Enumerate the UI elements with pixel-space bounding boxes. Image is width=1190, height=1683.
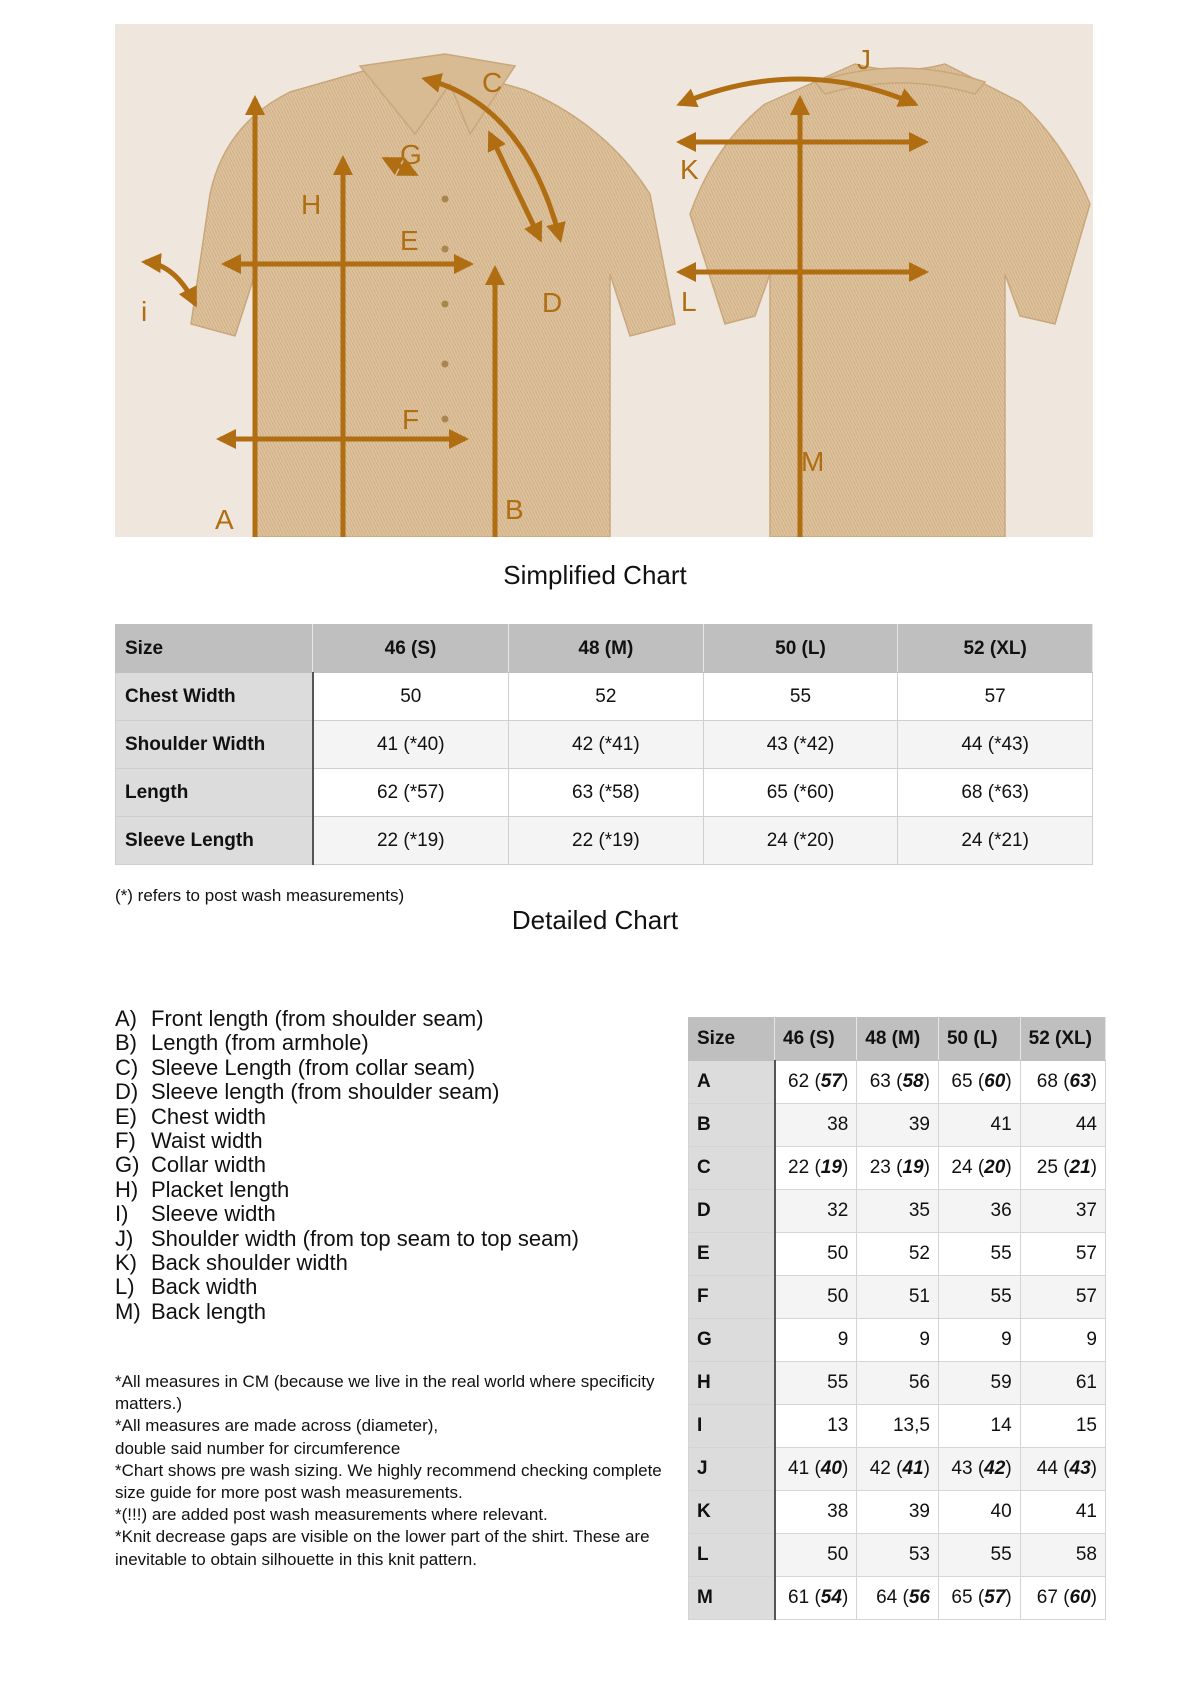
closing-paren: ): [1005, 1458, 1012, 1479]
note-line: *All measures are made across (diameter),: [115, 1416, 439, 1436]
row-label: F: [689, 1276, 775, 1319]
label-j: J: [857, 44, 871, 75]
closing-paren: ): [1005, 1157, 1012, 1178]
header-cell: 48 (M): [509, 625, 704, 673]
table-cell: [775, 1233, 857, 1276]
pre-wash-value: 13: [827, 1415, 849, 1436]
table-cell: [1020, 1405, 1105, 1448]
table-cell: 42 (*41): [509, 721, 704, 769]
label-c: C: [482, 67, 503, 98]
row-label: K: [689, 1491, 775, 1534]
table-cell: 61 (54): [775, 1577, 857, 1620]
table-cell: [775, 1104, 857, 1147]
label-g: G: [400, 139, 422, 170]
table-cell: [1020, 1190, 1105, 1233]
table-cell: 22 (19): [775, 1147, 857, 1190]
table-row: [689, 1405, 1106, 1448]
table-cell: [1020, 1319, 1105, 1362]
pre-wash-value: 61: [788, 1587, 810, 1608]
table-cell: [938, 1319, 1020, 1362]
table-row: [116, 817, 1093, 865]
legend-item: [115, 1105, 579, 1129]
table-cell: 67 (60): [1020, 1577, 1105, 1620]
pre-wash-value: 36: [990, 1200, 1012, 1221]
pre-wash-value: 56: [908, 1372, 930, 1393]
table-cell: [938, 1190, 1020, 1233]
pre-wash-value: 53: [908, 1544, 930, 1565]
pre-wash-value: 50: [827, 1243, 849, 1264]
table-cell: [938, 1405, 1020, 1448]
pre-wash-value: 51: [908, 1286, 930, 1307]
table-row: [116, 769, 1093, 817]
post-wash-value: 19: [820, 1157, 842, 1178]
legend-item: [115, 1129, 579, 1153]
pre-wash-value: 61: [1075, 1372, 1097, 1393]
legend-item: [115, 1178, 579, 1202]
closing-paren: ): [1005, 1071, 1012, 1092]
post-wash-value: 20: [984, 1157, 1006, 1178]
row-label: Sleeve Length: [116, 817, 313, 865]
legend-text: Back length: [151, 1298, 266, 1324]
row-label: A: [689, 1061, 775, 1104]
legend-text: Shoulder width (from top seam to top seam): [151, 1225, 579, 1251]
pre-wash-value: 38: [827, 1501, 849, 1522]
label-f: F: [402, 404, 420, 435]
legend-item: [115, 1251, 579, 1275]
closing-paren: ): [1090, 1071, 1097, 1092]
table-cell: 68 (*63): [898, 769, 1093, 817]
pre-wash-value: 9: [837, 1329, 849, 1350]
legend-text: Back width: [151, 1274, 258, 1300]
pre-wash-value: 41: [1075, 1501, 1097, 1522]
table-cell: [938, 1534, 1020, 1577]
header-cell: 48 (M): [857, 1018, 939, 1061]
pre-wash-value: 58: [1075, 1544, 1097, 1565]
legend-key: I): [115, 1201, 129, 1227]
post-wash-value: 56: [908, 1587, 930, 1608]
table-cell: 50: [313, 673, 509, 721]
table-cell: 22 (*19): [313, 817, 509, 865]
detailed-table-body: [689, 1061, 1106, 1620]
table-cell: 65 (57): [938, 1577, 1020, 1620]
table-cell: 63 (58): [857, 1061, 939, 1104]
post-wash-value: 40: [820, 1458, 842, 1479]
pre-wash-value: 55: [990, 1286, 1012, 1307]
closing-paren: ): [841, 1071, 849, 1092]
table-cell: 64 (56: [857, 1577, 939, 1620]
table-cell: [857, 1319, 939, 1362]
table-cell: [938, 1276, 1020, 1319]
table-cell: 62 (*57): [313, 769, 509, 817]
pre-wash-value: 9: [919, 1329, 930, 1350]
pre-wash-value: 40: [990, 1501, 1012, 1522]
post-wash-value: 60: [984, 1071, 1006, 1092]
pre-wash-value: 68: [1036, 1071, 1058, 1092]
pre-wash-value: 35: [908, 1200, 930, 1221]
table-cell: 23 (19): [857, 1147, 939, 1190]
legend-text: Sleeve width: [151, 1201, 276, 1227]
row-label: D: [689, 1190, 775, 1233]
header-cell: 50 (L): [703, 625, 898, 673]
legend-key: E): [115, 1103, 137, 1129]
row-label: G: [689, 1319, 775, 1362]
pre-wash-value: 55: [827, 1372, 849, 1393]
note-line: double said number for circumference: [115, 1438, 401, 1458]
table-cell: [1020, 1491, 1105, 1534]
table-cell: [938, 1104, 1020, 1147]
table-cell: 68 (63): [1020, 1061, 1105, 1104]
legend-key: G): [115, 1152, 140, 1178]
closing-paren: ): [841, 1157, 849, 1178]
header-cell: 46 (S): [775, 1018, 857, 1061]
shirt-measurement-figure: [115, 24, 1093, 537]
table-cell: [775, 1319, 857, 1362]
legend-item: [115, 1007, 579, 1031]
label-b: B: [505, 494, 524, 525]
pre-wash-value: 44: [1075, 1114, 1097, 1135]
table-cell: 24 (20): [938, 1147, 1020, 1190]
post-wash-value: 41: [902, 1458, 924, 1479]
table-cell: [857, 1276, 939, 1319]
table-cell: 65 (*60): [703, 769, 898, 817]
row-label: C: [689, 1147, 775, 1190]
post-wash-value: 57: [820, 1071, 842, 1092]
back-shirt: [690, 64, 1090, 537]
legend-item: [115, 1056, 579, 1080]
legend-item: [115, 1080, 579, 1104]
table-row: [689, 1233, 1106, 1276]
closing-paren: ): [1090, 1587, 1097, 1608]
note-line: *Knit decrease gaps are visible on the lower part of the shirt. These are inevitable to obtain silhouette in this knit pattern.: [115, 1527, 650, 1569]
table-row: [116, 673, 1093, 721]
pre-wash-value: 65: [951, 1587, 973, 1608]
pre-wash-value: 22: [788, 1157, 810, 1178]
table-cell: 65 (60): [938, 1061, 1020, 1104]
header-cell: 52 (XL): [1020, 1018, 1105, 1061]
label-i: i: [141, 296, 148, 327]
table-cell: 22 (*19): [509, 817, 704, 865]
legend-text: Collar width: [151, 1152, 266, 1178]
table-cell: 43 (42): [938, 1448, 1020, 1491]
table-row: [689, 1577, 1106, 1620]
legend-key: C): [115, 1054, 139, 1080]
table-row: [689, 1190, 1106, 1233]
table-cell: 24 (*21): [898, 817, 1093, 865]
table-cell: [857, 1190, 939, 1233]
table-cell: 44 (43): [1020, 1448, 1105, 1491]
table-cell: [857, 1362, 939, 1405]
table-row: [689, 1491, 1106, 1534]
legend-key: L): [115, 1274, 135, 1300]
post-wash-value: 21: [1069, 1157, 1091, 1178]
closing-paren: ): [923, 1157, 930, 1178]
pre-wash-value: 63: [869, 1071, 891, 1092]
label-h: H: [301, 189, 322, 220]
table-cell: [857, 1405, 939, 1448]
table-cell: [775, 1405, 857, 1448]
post-wash-value: 63: [1069, 1071, 1091, 1092]
legend-text: Placket length: [151, 1176, 290, 1202]
legend-key: K): [115, 1250, 137, 1276]
row-label: I: [689, 1405, 775, 1448]
table-cell: [938, 1362, 1020, 1405]
pre-wash-value: 50: [827, 1544, 849, 1565]
pre-wash-value: 25: [1036, 1157, 1058, 1178]
table-cell: [775, 1190, 857, 1233]
pre-wash-value: 39: [908, 1501, 930, 1522]
pre-wash-value: 44: [1036, 1458, 1058, 1479]
closing-paren: ): [1005, 1587, 1012, 1608]
table-header-row: [689, 1018, 1106, 1061]
pre-wash-value: 43: [951, 1458, 973, 1479]
label-d: D: [542, 287, 563, 318]
post-wash-value: 60: [1069, 1587, 1091, 1608]
note-line: *(!!!) are added post wash measurements where relevant.: [115, 1505, 548, 1525]
table-cell: [938, 1491, 1020, 1534]
closing-paren: ): [841, 1587, 849, 1608]
simplified-size-table: [115, 624, 1093, 865]
table-cell: 41 (*40): [313, 721, 509, 769]
table-header-row: [116, 625, 1093, 673]
header-cell: 46 (S): [313, 625, 509, 673]
table-cell: 25 (21): [1020, 1147, 1105, 1190]
table-cell: [1020, 1276, 1105, 1319]
legend-text: Front length (from shoulder seam): [151, 1006, 484, 1031]
table-cell: [775, 1491, 857, 1534]
legend-item: [115, 1300, 579, 1324]
table-cell: [775, 1276, 857, 1319]
legend-key: H): [115, 1176, 139, 1202]
row-label: E: [689, 1233, 775, 1276]
header-cell: Size: [689, 1018, 775, 1061]
table-row: [689, 1276, 1106, 1319]
row-label: B: [689, 1104, 775, 1147]
legend-key: B): [115, 1030, 137, 1056]
post-wash-value: 19: [902, 1157, 924, 1178]
closing-paren: ): [923, 1071, 930, 1092]
row-label: Length: [116, 769, 313, 817]
note-line: *All measures in CM (because we live in the real world where specificity matters.): [115, 1372, 655, 1414]
detailed-chart-title: Detailed Chart: [511, 905, 679, 935]
pre-wash-value: 14: [990, 1415, 1012, 1436]
table-cell: [857, 1233, 939, 1276]
table-cell: [857, 1534, 939, 1577]
measurement-diagram: [115, 24, 1093, 537]
row-label: Shoulder Width: [116, 721, 313, 769]
table-row: [689, 1362, 1106, 1405]
table-row: [689, 1534, 1106, 1577]
legend-key: D): [115, 1079, 139, 1105]
post-wash-value: 54: [820, 1587, 842, 1608]
legend-text: Sleeve length (from shoulder seam): [151, 1079, 500, 1105]
pre-wash-value: 64: [876, 1587, 898, 1608]
table-row: [689, 1104, 1106, 1147]
table-cell: 52: [509, 673, 704, 721]
legend-key: J): [115, 1225, 134, 1251]
label-e: E: [400, 225, 419, 256]
table-row: [116, 721, 1093, 769]
table-cell: 44 (*43): [898, 721, 1093, 769]
table-cell: [1020, 1534, 1105, 1577]
table-row: [689, 1061, 1106, 1104]
pre-wash-value: 57: [1075, 1286, 1097, 1307]
row-label: J: [689, 1448, 775, 1491]
pre-wash-value: 41: [788, 1458, 810, 1479]
row-label: H: [689, 1362, 775, 1405]
simplified-chart-title: Simplified Chart: [503, 560, 687, 590]
table-row: [689, 1319, 1106, 1362]
pre-wash-value: 15: [1075, 1415, 1097, 1436]
pre-wash-value: 67: [1036, 1587, 1058, 1608]
post-wash-footnote: (*) refers to post wash measurements): [115, 886, 405, 905]
closing-paren: ): [923, 1458, 930, 1479]
post-wash-value: 43: [1069, 1458, 1091, 1479]
table-cell: 63 (*58): [509, 769, 704, 817]
note-line: *Chart shows pre wash sizing. We highly recommend checking complete size guide for more post wash measurements.: [115, 1460, 662, 1503]
pre-wash-value: 52: [908, 1243, 930, 1264]
table-row: [689, 1448, 1106, 1491]
row-label: L: [689, 1534, 775, 1577]
row-label: M: [689, 1577, 775, 1620]
table-cell: [1020, 1233, 1105, 1276]
legend-item: [115, 1202, 579, 1226]
front-shirt: [191, 54, 675, 537]
pre-wash-value: 39: [908, 1114, 930, 1135]
label-l: L: [681, 286, 697, 317]
table-cell: [775, 1362, 857, 1405]
table-row: [689, 1147, 1106, 1190]
pre-wash-value: 42: [869, 1458, 891, 1479]
label-k: K: [680, 154, 699, 185]
pre-wash-value: 38: [827, 1114, 849, 1135]
pre-wash-value: 41: [990, 1114, 1012, 1135]
legend-item: [115, 1275, 579, 1299]
post-wash-value: 57: [984, 1587, 1006, 1608]
header-cell: 52 (XL): [898, 625, 1093, 673]
pre-wash-value: 9: [1001, 1329, 1012, 1350]
legend-text: Waist width: [151, 1128, 263, 1154]
header-cell: Size: [116, 625, 313, 673]
label-m: M: [801, 446, 825, 477]
closing-paren: ): [1090, 1157, 1097, 1178]
legend-item: [115, 1031, 579, 1055]
header-cell: 50 (L): [938, 1018, 1020, 1061]
pre-wash-value: 65: [951, 1071, 973, 1092]
legend-item: [115, 1153, 579, 1177]
table-cell: 24 (*20): [703, 817, 898, 865]
pre-wash-value: 13,5: [892, 1415, 930, 1436]
pre-wash-value: 55: [990, 1544, 1012, 1565]
legend-text: Sleeve Length (from collar seam): [151, 1054, 476, 1080]
table-cell: 55: [703, 673, 898, 721]
pre-wash-value: 62: [788, 1071, 810, 1092]
table-cell: [857, 1104, 939, 1147]
measurement-legend: [115, 1007, 579, 1324]
detailed-size-table: [688, 1017, 1106, 1620]
pre-wash-value: 59: [990, 1372, 1012, 1393]
table-cell: [1020, 1362, 1105, 1405]
pre-wash-value: 57: [1075, 1243, 1097, 1264]
table-cell: 42 (41): [857, 1448, 939, 1491]
table-cell: 43 (*42): [703, 721, 898, 769]
pre-wash-value: 24: [951, 1157, 973, 1178]
table-cell: 41 (40): [775, 1448, 857, 1491]
row-label: Chest Width: [116, 673, 313, 721]
legend-key: A): [115, 1006, 137, 1031]
legend-text: Chest width: [151, 1103, 266, 1129]
post-wash-value: 42: [984, 1458, 1006, 1479]
sizing-notes: [115, 1371, 675, 1571]
table-cell: [1020, 1104, 1105, 1147]
pre-wash-value: 37: [1075, 1200, 1097, 1221]
table-cell: [775, 1534, 857, 1577]
legend-key: M): [115, 1298, 141, 1324]
legend-item: [115, 1227, 579, 1251]
pre-wash-value: 32: [827, 1200, 849, 1221]
pre-wash-value: 9: [1086, 1329, 1097, 1350]
closing-paren: ): [1090, 1458, 1097, 1479]
table-cell: [857, 1491, 939, 1534]
table-cell: 57: [898, 673, 1093, 721]
post-wash-value: 58: [902, 1071, 924, 1092]
legend-text: Length (from armhole): [151, 1030, 369, 1056]
pre-wash-value: 50: [827, 1286, 849, 1307]
pre-wash-value: 23: [869, 1157, 891, 1178]
legend-key: F): [115, 1128, 136, 1154]
table-cell: 62 (57): [775, 1061, 857, 1104]
closing-paren: ): [841, 1458, 849, 1479]
label-a: A: [215, 504, 234, 535]
legend-text: Back shoulder width: [151, 1250, 348, 1276]
table-cell: [938, 1233, 1020, 1276]
pre-wash-value: 55: [990, 1243, 1012, 1264]
